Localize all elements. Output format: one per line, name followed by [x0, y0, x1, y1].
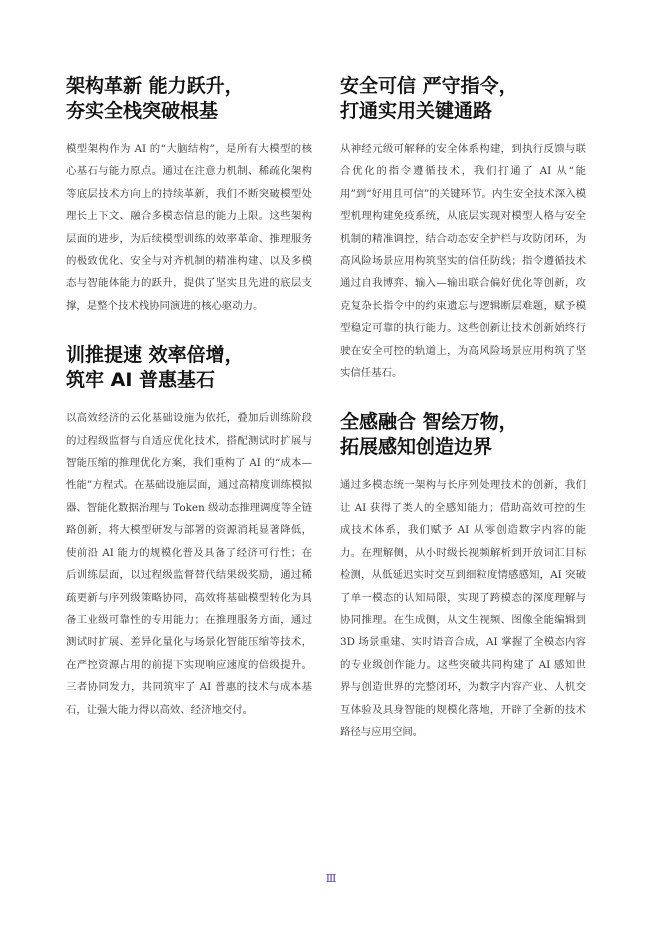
section-heading — [340, 410, 586, 460]
heading-line-1: 安全可信 严守指令， — [340, 75, 518, 97]
section-body: 通过多模态统一架构与长序列处理技术的创新，我们让 AI 获得了类人的全感知能力；借助高效可控的生成技术体系，我们赋予 AI 从零创造数字内容的能力。在理解侧，从小时级长视频解析到开放词汇目标检测，从低延迟实时交互到细粒度情感感知，AI 突破了单一模态的认知局限，实现了跨模态的深度理解与协同推理。在生成侧，从文生视频、图像全能编辑到 3D 场景重建、实时语音合成，AI 掌握了全模态内容的专业级创作能力。这些突破共同构建了 AI 感知世界与创造世界的完整闭环，为数字内容产业、人机交互体验及具身智能的规模化落地，开辟了全新的技术路径与应用空间。 — [340, 479, 586, 738]
section-body: 模型架构作为 AI 的“大脑结构”，是所有大模型的核心基石与能力原点。通过在注意力机制、稀疏化架构等底层技术方向上的持续革新，我们不断突破模型处理长上下文、融合多模态信息的能力上限。这些架构层面的进步，为后续模型训练的效率革命、推理服务的极致优化、安全与对齐机制的精准构建、以及多模态与智能体能力的跃升，提供了坚实且先进的底层支撑，是整个技术栈协同演进的核心驱动力。 — [66, 143, 312, 312]
heading-line-2: 筑牢 AI 普惠基石 — [66, 369, 216, 392]
heading-line-1: 架构革新 能力跃升， — [66, 75, 244, 97]
section-training-inference — [66, 343, 312, 721]
section-body: 以高效经济的云化基础设施为依托，叠加后训练阶段的过程级监督与自适应优化技术，搭配测试时扩展与智能压缩的推理优化方案，我们重构了 AI 的“成本—性能”方程式。在基础设施层面，通过高精度训练模拟器、智能化数据治理与 Token 级动态推理调度等全链路创新，将大模型研发与部署的资源消耗显著降低，使前沿 AI 能力的规模化普及具备了经济可行性；在后训练层面，以过程级监督替代结果级奖励，通过稀疏更新与序列级策略协同，高效将基础模型转化为具备工业级可靠性的专用能力；在推理服务方面，通过测试时扩展、差异化量化与场景化智能压缩等技术，在严控资源占用的前提下实现响应速度的倍级提升。三者协同发力，共同筑牢了 AI 普惠的技术与成本基石，让强大能力得以高效、经济地交付。 — [66, 412, 312, 716]
section-heading — [66, 74, 312, 124]
heading-line-2: 夯实全栈突破根基 — [66, 100, 219, 122]
left-column — [66, 74, 312, 747]
heading-line-2: 打通实用关键通路 — [340, 100, 493, 122]
page-number: Ⅲ — [325, 872, 337, 885]
section-body: 从神经元级可解释的安全体系构建，到执行反馈与联合优化的指令遵循技术，我们打通了 AI 从“能用”到“好用且可信”的关键环节。内生安全技术深入模型机理构建免疫系统，从底层实现对模型人格与安全机制的精准调控，结合动态安全护栏与攻防闭环，为高风险场景应用构筑坚实的信任防线；指令遵循技术通过自我博弈、输入—输出联合偏好优化等创新，攻克复杂长指令中的约束遗忘与逻辑断层难题，赋予模型稳定可靠的执行能力。这些创新让技术创新始终行驶在安全可控的轨道上，为高风险场景应用构筑了坚实信任基石。 — [340, 143, 586, 380]
heading-line-1: 训推提速 效率倍增， — [66, 344, 244, 367]
section-multimodal — [340, 410, 586, 743]
right-column — [340, 74, 586, 769]
heading-line-1: 全感融合 智绘万物， — [340, 411, 518, 434]
heading-line-2: 拓展感知创造边界 — [340, 436, 493, 459]
section-safety — [340, 74, 586, 384]
section-heading — [66, 343, 312, 393]
section-architecture — [66, 74, 312, 317]
section-heading — [340, 74, 586, 124]
